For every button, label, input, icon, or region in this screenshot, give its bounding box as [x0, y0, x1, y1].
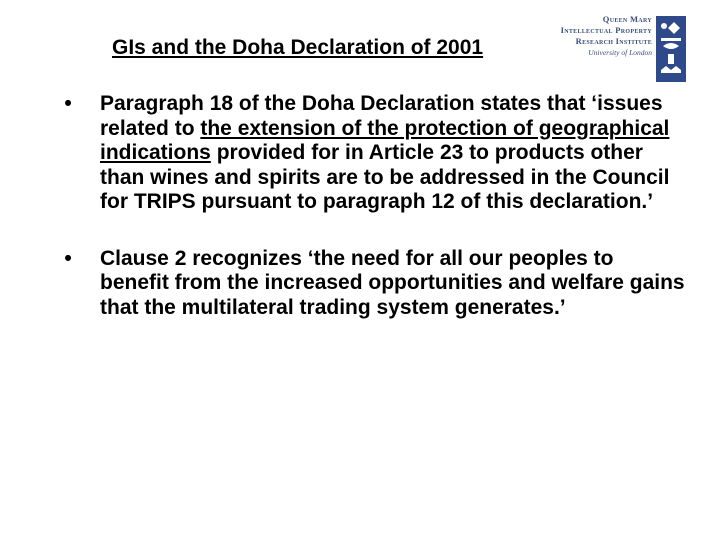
institute-logo — [548, 14, 708, 86]
crest-icon — [656, 16, 686, 82]
logo-line-1: Queen Mary — [602, 14, 652, 24]
bullet-marker: • — [64, 246, 72, 270]
bullet-text-segment: Clause 2 recognizes ‘the need for all our peoples to benefit from the increased opportunities and welfare gains that the multilateral trading system generates.’ — [100, 246, 685, 319]
logo-text — [548, 14, 652, 58]
bullet-text-segment: Paragraph 18 of the Doha Declaration states that ‘issues related to — [100, 92, 663, 140]
bullet-marker: • — [64, 92, 72, 115]
slide-title: GIs and the Doha Declaration of 2001 — [112, 36, 484, 59]
logo-line-4: University of London — [588, 48, 652, 57]
bullet-list — [58, 92, 688, 320]
bullet-text-underlined: the extension of the protection of geographical indications — [100, 116, 670, 164]
bullet-text-segment: provided for in Article 23 to products other than wines and spirits are to be addressed in the Council for TRIPS pursuant to paragraph 12 of this declaration.’ — [100, 141, 670, 213]
logo-line-2: Intellectual Property — [560, 25, 652, 35]
logo-line-3: Research Institute — [575, 36, 652, 46]
bullet-clause-2 — [58, 247, 688, 321]
bullet-paragraph-18 — [58, 92, 688, 215]
